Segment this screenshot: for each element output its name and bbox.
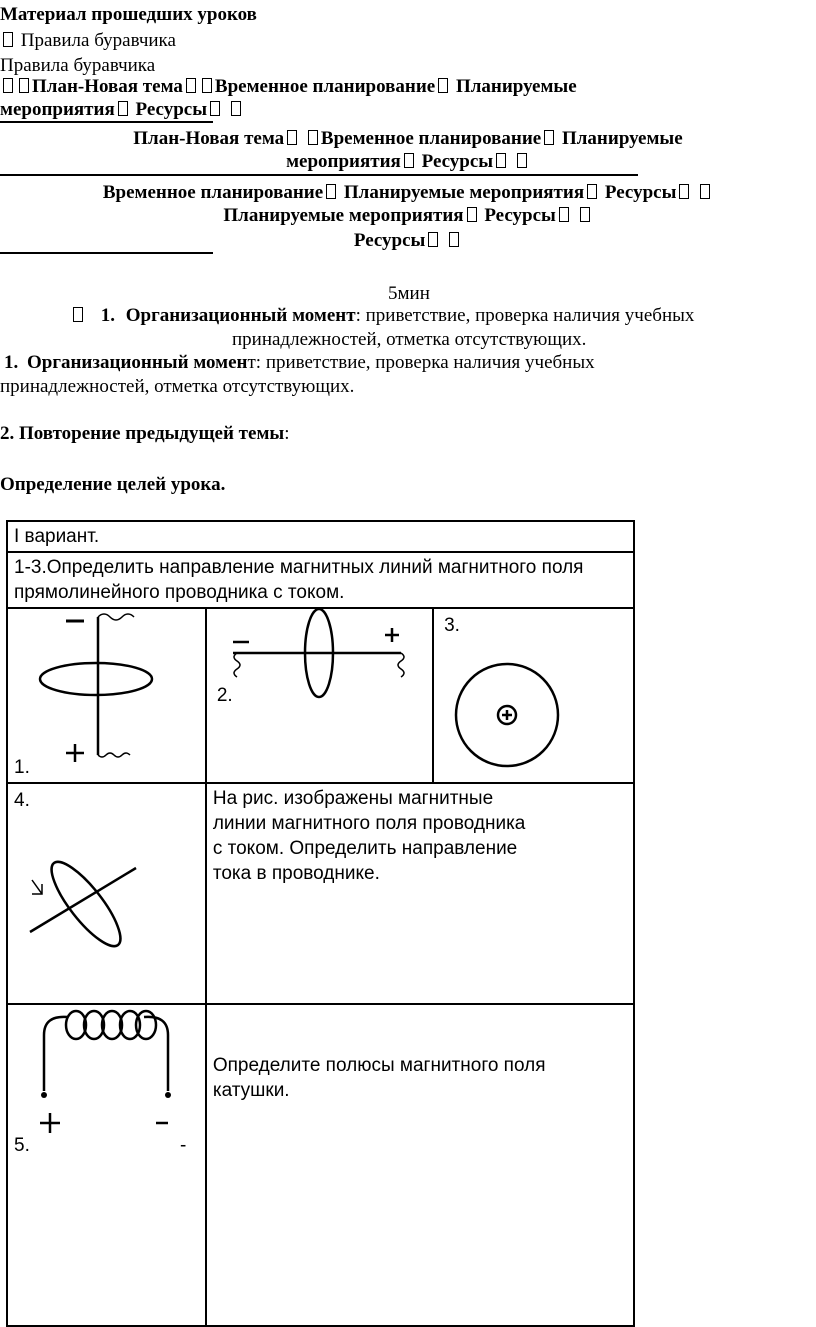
table-row xyxy=(7,1004,634,1326)
bullet-glyph-icon xyxy=(467,207,477,222)
figure-4-cell xyxy=(7,783,206,1004)
org-number: 1. xyxy=(4,352,19,373)
rule-item-line xyxy=(0,30,176,52)
coil-figure xyxy=(8,1005,202,1275)
figure-5-cell xyxy=(7,1004,206,1326)
divider-line xyxy=(0,121,213,123)
centered-plan-line-1 xyxy=(0,128,816,150)
bullet-glyph-icon xyxy=(449,232,459,247)
bullet-glyph-icon xyxy=(544,130,554,145)
plan-line-1 xyxy=(0,76,577,98)
centered-planned-label: Планируемые мероприятия xyxy=(223,205,464,226)
bullet-glyph-icon xyxy=(3,32,13,47)
table-row xyxy=(7,552,634,608)
figure-2-cell xyxy=(206,608,433,783)
plan-time: Временное планирование xyxy=(214,76,436,97)
centered-resources-label: Ресурсы xyxy=(353,230,426,251)
goals-heading: Определение целей урока. xyxy=(0,474,226,495)
figure-2-label: 2. xyxy=(216,685,233,706)
tilted-conductor-figure xyxy=(8,784,202,996)
centered-planned-line xyxy=(0,205,816,227)
bullet-glyph-icon xyxy=(231,101,241,116)
bullet-glyph-icon xyxy=(428,232,438,247)
org-rest-2-left: принадлежностей, отметка отсутствующих. xyxy=(0,376,355,397)
centered-time-label: Временное планирование xyxy=(102,182,324,203)
task-1-3-text: 1-3.Определить направление магнитных линий магнитного поля прямолинейного проводника с током. xyxy=(14,557,584,603)
centered-plan-line-2 xyxy=(0,151,816,173)
bullet-glyph-icon xyxy=(202,78,212,93)
plan-new-topic: План-Новая тема xyxy=(32,76,183,97)
bullet-glyph-icon xyxy=(496,153,506,168)
org-number: 1. xyxy=(100,305,115,326)
centered-time-line xyxy=(0,182,816,204)
repeat-heading xyxy=(0,423,290,445)
bullet-glyph-icon xyxy=(580,207,590,222)
bullet-glyph-icon xyxy=(118,101,128,116)
task-5-cell xyxy=(206,1004,634,1326)
org-title: Организационный момен xyxy=(27,352,248,373)
task-1-3-cell xyxy=(7,552,634,608)
centered-time-planned: Планируемые мероприятия xyxy=(343,182,585,203)
repeat-colon: : xyxy=(284,423,290,444)
bullet-glyph-icon xyxy=(559,207,569,222)
bullet-glyph-icon xyxy=(700,184,710,199)
plan-planned: Планируемые xyxy=(455,76,577,97)
repeat-number: 2 xyxy=(0,423,10,444)
org-moment-left xyxy=(4,352,595,374)
variant-label: I вариант. xyxy=(14,526,100,547)
bullet-glyph-icon xyxy=(308,130,318,145)
org-rest: : приветствие, проверка наличия учебных xyxy=(255,352,595,373)
divider-line xyxy=(0,252,213,254)
figure-5-label: 5. xyxy=(14,1135,30,1156)
bullet-glyph-icon xyxy=(287,130,297,145)
centered-resources-line xyxy=(0,230,816,252)
repeat-title: . Повторение предыдущей темы xyxy=(9,423,285,444)
bullet-glyph-icon xyxy=(517,153,527,168)
bullet-glyph-icon xyxy=(19,78,29,93)
org-title: Организационный момент xyxy=(125,305,356,326)
figure-1-label: 1. xyxy=(14,757,30,778)
previous-material-heading: Материал прошедших уроков xyxy=(0,4,257,25)
figure-1-cell xyxy=(7,608,206,783)
bullet-glyph-icon xyxy=(587,184,597,199)
table-row xyxy=(7,608,634,783)
rule-plain-line: Правила буравчика xyxy=(0,55,156,76)
task-4-cell xyxy=(206,783,634,1004)
conductor-cross-section-figure xyxy=(434,609,630,775)
org-rest-2-centered: принадлежностей, отметка отсутствующих. xyxy=(232,329,587,350)
task-4-text: На рис. изображены магнитные линии магнитного поля проводника с током. Определить направление тока в проводнике. xyxy=(212,788,526,884)
org-rest: : приветствие, проверка наличия учебных xyxy=(355,305,695,326)
worksheet-table xyxy=(6,520,635,1327)
centered-plan-time: Временное планирование xyxy=(320,128,542,149)
rule-item-text: Правила буравчика xyxy=(20,30,176,51)
org-moment-centered xyxy=(70,305,694,327)
centered-plan-events: мероприятия xyxy=(286,151,401,172)
org-title-t: т xyxy=(247,352,256,373)
figure-3-label: 3. xyxy=(444,615,460,636)
bullet-glyph-icon xyxy=(73,307,83,322)
figure-3-cell xyxy=(433,608,634,783)
plan-resources: Ресурсы xyxy=(135,99,208,120)
table-row xyxy=(7,521,634,552)
divider-line xyxy=(0,174,638,176)
vertical-conductor-figure xyxy=(8,609,202,775)
bullet-glyph-icon xyxy=(210,101,220,116)
centered-plan-resources: Ресурсы xyxy=(421,151,494,172)
figure-5-dash: - xyxy=(180,1135,187,1156)
figure-4-label: 4. xyxy=(14,790,30,811)
task-5-text: Определите полюсы магнитного поля катушки. xyxy=(212,1055,546,1101)
bullet-glyph-icon xyxy=(404,153,414,168)
plan-line-2 xyxy=(0,99,244,121)
bullet-glyph-icon xyxy=(438,78,448,93)
centered-plan-planned: Планируемые xyxy=(561,128,683,149)
horizontal-conductor-figure xyxy=(207,609,429,775)
duration-label: 5мин xyxy=(388,283,430,304)
table-row xyxy=(7,783,634,1004)
bullet-glyph-icon xyxy=(186,78,196,93)
plan-events: мероприятия xyxy=(0,99,115,120)
bullet-glyph-icon xyxy=(326,184,336,199)
centered-plan-topic: План-Новая тема xyxy=(133,128,285,149)
variant-cell xyxy=(7,521,634,552)
bullet-glyph-icon xyxy=(679,184,689,199)
centered-time-resources: Ресурсы xyxy=(604,182,677,203)
centered-planned-resources: Ресурсы xyxy=(484,205,556,226)
bullet-glyph-icon xyxy=(3,78,13,93)
